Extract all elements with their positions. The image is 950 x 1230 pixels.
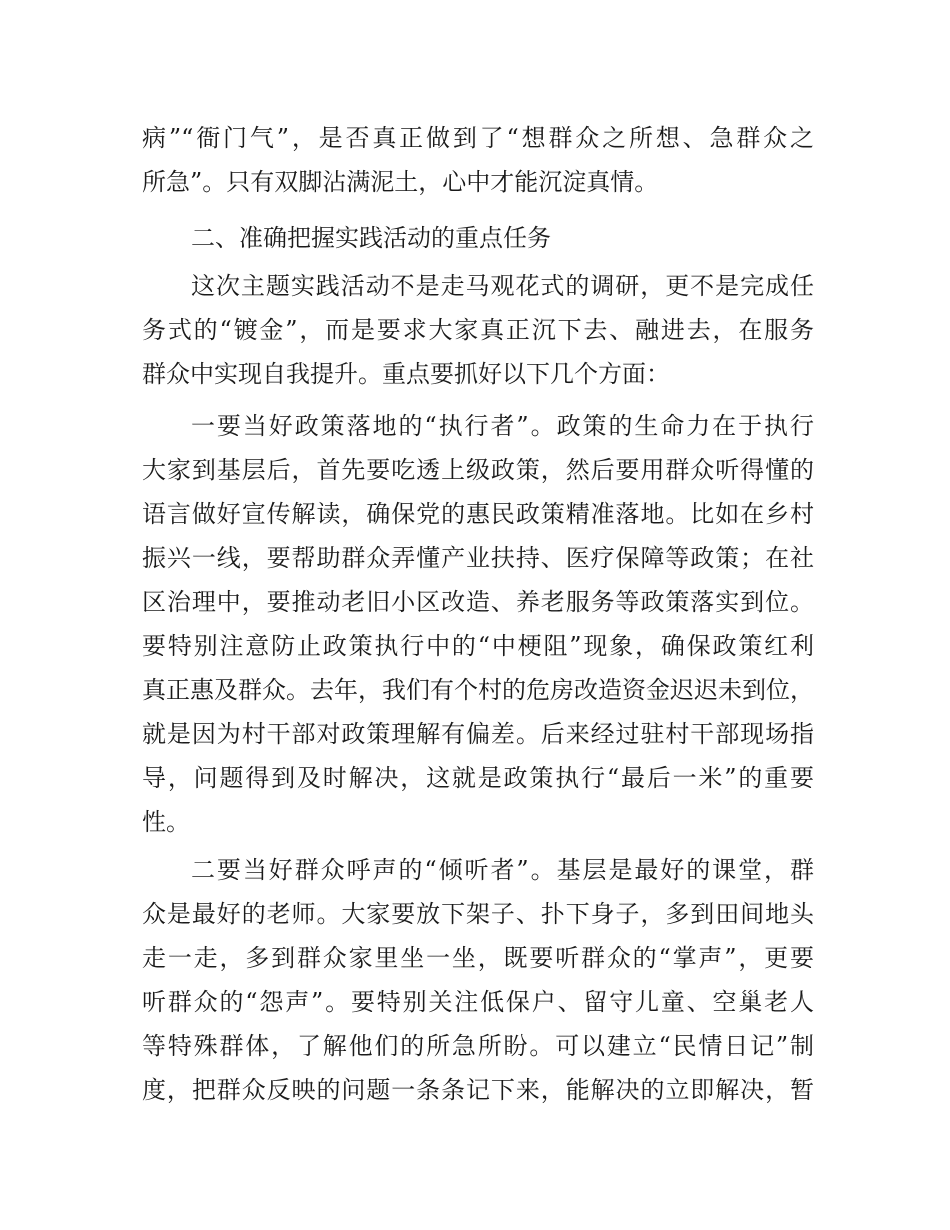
paragraph-line: 群众中实现自我提升。重点要抓好以下几个方面： bbox=[142, 360, 670, 388]
paragraph-line: 所急”。只有双脚沾满泥土，心中才能沉淀真情。 bbox=[142, 168, 659, 196]
paragraph-line: 就是因为村干部对政策理解有偏差。后来经过驻村干部现场指 bbox=[142, 720, 814, 748]
paragraph-line: 等特殊群体，了解他们的所急所盼。可以建立“民情日记”制 bbox=[142, 1032, 814, 1060]
paragraph-line: 务式的“镀金”，而是要求大家真正沉下去、融进去，在服务 bbox=[142, 316, 814, 344]
paragraph-line: 大家到基层后，首先要吃透上级政策，然后要用群众听得懂的 bbox=[142, 456, 814, 484]
paragraph-line: 语言做好宣传解读，确保党的惠民政策精准落地。比如在乡村 bbox=[142, 500, 814, 528]
paragraph-line: 病”“衙门气”，是否真正做到了“想群众之所想、急群众之 bbox=[142, 124, 814, 152]
paragraph-line: 要特别注意防止政策执行中的“中梗阻”现象，确保政策红利 bbox=[142, 632, 814, 660]
paragraph-line: 众是最好的老师。大家要放下架子、扑下身子，多到田间地头 bbox=[142, 900, 814, 928]
paragraph-line: 真正惠及群众。去年，我们有个村的危房改造资金迟迟未到位， bbox=[142, 676, 814, 704]
section-heading: 二、准确把握实践活动的重点任务 bbox=[191, 224, 551, 252]
paragraph-line: 区治理中，要推动老旧小区改造、养老服务等政策落实到位。 bbox=[142, 588, 814, 616]
paragraph-line: 走一走，多到群众家里坐一坐，既要听群众的“掌声”，更要 bbox=[142, 944, 814, 972]
paragraph-line: 这次主题实践活动不是走马观花式的调研，更不是完成任 bbox=[191, 272, 814, 300]
paragraph-line: 听群众的“怨声”。要特别关注低保户、留守儿童、空巢老人 bbox=[142, 988, 814, 1016]
paragraph-line: 一要当好政策落地的“执行者”。政策的生命力在于执行 bbox=[191, 412, 814, 440]
paragraph-line: 二要当好群众呼声的“倾听者”。基层是最好的课堂，群 bbox=[191, 856, 814, 884]
paragraph-line: 度，把群众反映的问题一条条记下来，能解决的立即解决，暂 bbox=[142, 1076, 814, 1104]
paragraph-line: 振兴一线，要帮助群众弄懂产业扶持、医疗保障等政策；在社 bbox=[142, 544, 814, 572]
paragraph-line: 性。 bbox=[142, 808, 190, 836]
paragraph-line: 导，问题得到及时解决，这就是政策执行“最后一米”的重要 bbox=[142, 764, 814, 792]
